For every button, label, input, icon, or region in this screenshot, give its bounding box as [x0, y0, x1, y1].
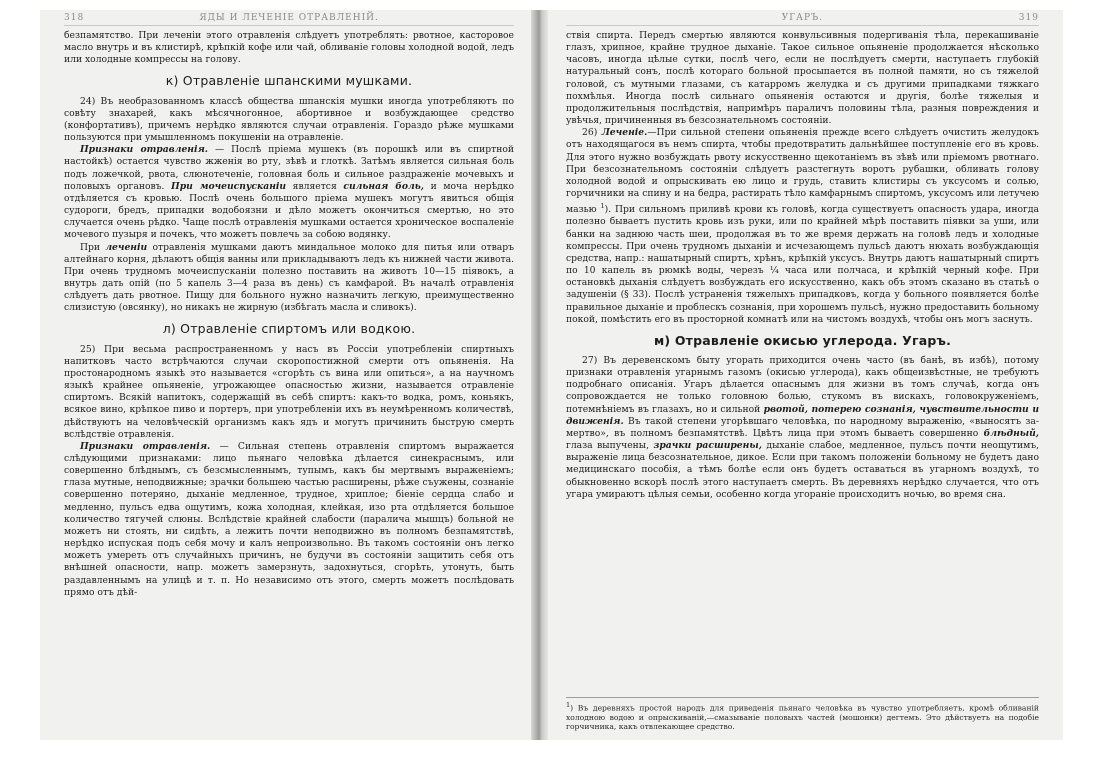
right-running-head: [566, 10, 1039, 26]
left-running-title: ЯДЫ И ЛЕЧЕНІЕ ОТРАВЛЕНІЙ.: [199, 12, 379, 23]
book-gutter: [531, 10, 549, 740]
left-running-head: [64, 10, 514, 26]
left-page: [40, 10, 532, 740]
footnote: [566, 697, 1039, 732]
footnote-text: ) Въ деревняхъ простой народъ для приведенія пьянаго человѣка въ чувство употребляетъ, кромѣ обливаній холодною водою и опрыскиваній,—смазываніе половыхъ частей (мошонки) дегтемъ. Это дѣйствуетъ на подобіе горчичника, какъ отвлекающее средство.: [566, 703, 1039, 732]
signs-label: Признаки отравленія.: [80, 440, 211, 452]
left-text-column: [64, 30, 514, 599]
paragraph-24: 24) Въ необразованномъ классѣ общества шпанскія мушки иногда употребляютъ по совѣту знахарей, какъ мѣсячногонное, абортивное и возбуждающее средство (конфортативъ), причемъ нерѣдко являются случаи отравленія. Гораздо рѣже мушками пользуются при умышленномъ покушеніи на отравленіе.: [64, 95, 514, 144]
paragraph-treatment-k: При леченіи отравленія мушками даютъ миндальное молоко для питья или отваръ алтейнаго корня, дѣлаютъ общія ванны или прикладываютъ ледъ къ нижней части живота. При очень трудномъ мочеиспусканіи полезно поставить на животъ 10—15 піявокъ, а внутрь дать опій (по 5 капель 3—4 раза въ день) съ камфарой. Въ началѣ отравленія слѣдуетъ дать рвотное. Пищу для больного нужно назначить легкую, преимущественно слизистую (овсянку), но никакъ не жирную (избѣгать масла и сливокъ).: [64, 241, 514, 314]
paragraph-signs-l: Признаки отравленія. — Сильная степень отравленія спиртомъ выражается слѣдующими признаками: лицо пьянаго человѣка дѣлается синекраснымъ, или совершенно блѣднымъ, съ безсмысленнымъ, тупымъ, какъ бы мертвымъ выраженіемъ; глаза мутные, неподвижные; зрачки большею частью расширены, рѣже съужены, сознаніе совершенно потеряно, дыханіе медленное, трудное, хриплое; біеніе сердца слабо и медленно, пульсъ едва ощутимъ, кожа холодная, клейкая, изо рта отдѣляется большое количество тягучей слюны. Вслѣдствіе крайней слабости (паралича мышцъ) больной не можетъ ни стоять, ни сидѣть, а лежитъ почти неподвижно въ полномъ безпамятствѣ, нерѣдко испуская подъ себя мочу и калъ непроизвольно. Въ такомъ состояніи онъ легко можетъ умереть отъ случайныхъ причинъ, не будучи въ состояніи защитить себя отъ внѣшней опасности, напр. можетъ замерзнуть, задохнуться, сгорѣть, утонуть, быть раздавленнымъ на улицѣ и т. п. Но независимо отъ этого, смерть можетъ послѣдовать прямо отъ дѣй-: [64, 440, 515, 598]
paragraph-25: 25) При весьма распространенномъ у насъ въ Россіи употребленіи спиртныхъ напитковъ часто встрѣчаются случаи скоропостижной смерти отъ опьяненія. На простонародномъ языкѣ это называется «сгорѣть съ вина или опиться», а на научномъ языкѣ крайнее опьяненіе, угрожающее опасностью жизни, называется отравленіе спиртомъ. Всякій напитокъ, содержащій въ себѣ спиртъ: какъ-то водка, ромъ, коньякъ, всякое вино, крѣпкое пиво и портеръ, при употребленіи ихъ въ неумѣренномъ количествѣ, дѣйствуютъ на человѣческій организмъ какъ ядъ и могутъ причинить быструю смерть вслѣдствіе отравленія.: [64, 343, 514, 440]
section-heading-k: к) Отравленіе шпанскими мушками.: [165, 73, 413, 89]
signs-label: Признаки отравленія.: [80, 144, 208, 156]
carryover-paragraph: ствія спирта. Передъ смертью являются конвульсивныя подергиванія тѣла, перекашиваніе глазъ, хрипное, крайне трудное дыханіе. Такое сильное опьяненіе продолжается нѣсколько часовъ, иногда цѣлые сутки, послѣ чего, если не послѣдуетъ смерти, наступаетъ глубокій натуральный сонъ, послѣ котораго больной просыпается въ полной памяти, но съ тяжелой головой, съ мутными глазами, съ катарромъ желудка и съ другими припадками тяжкаго похмѣлья. Иногда послѣ сильнаго опьяненія остаются и другія, болѣе тяжелыя и продолжительныя послѣдствія, напримѣръ параличъ половины тѣла, разныя повреждения и увѣчья, причиненныя въ безсознательномъ состояніи.: [566, 30, 1039, 127]
right-page: [548, 10, 1063, 740]
footnote-reference: 1: [600, 202, 605, 211]
right-running-title: УГАРЪ.: [781, 12, 824, 23]
footnote-marker: 1: [566, 700, 571, 709]
right-page-number: 319: [1018, 12, 1039, 23]
paragraph-26: 26) Леченіе.—При сильной степени опьяненія прежде всего слѣдуетъ очистить желудокъ отъ находящагося въ немъ спирта, чтобы предотвратить дальнѣйшее поступленіе его въ кровь. Для этого нужно возбуждать рвоту искусственно щекотаніемъ въ зѣвѣ или пріемомъ рвотнаго. При безсознательномъ состояніи слѣдуетъ разстегнуть воротъ рубашки, обливать голову холодной водой и опрыскивать ею лицо и грудь, ставить клистиры съ уксусомъ и солью, горчичники на спину и на бедра, растирать тѣло камфарнымъ спиртомъ, уксусомъ или летучею мазью $^1$). При сильномъ приливѣ крови къ головѣ, когда существуетъ опасность удара, иногда полезно бываетъ пустить кровь изъ руки, или по крайней мѣрѣ поставить піявки за уши, или банки на заднюю часть шеи, продолжая въ то же время держать на головѣ ледъ и холодные компрессы. При очень трудномъ дыханіи и исчезающемъ пульсѣ даютъ нюхать возбуждающія средства, напр.: нашатырный спиртъ, хрѣнъ, крѣпкій уксусъ. Внутрь даютъ нашатырный спиртъ по 10 капель въ рюмкѣ воды, черезъ ¼ часа или полчаса, и крѣпкій черный кофе. При остановкѣ дыханія слѣдуетъ возбуждать его искусственно, какъ объ этомъ сказано въ статьѣ о задушеніи (§ 33). Послѣ устраненія тяжелыхъ припадковъ, когда у больного появляется болѣе правильное дыханіе и проблескъ сознанія, при хорошемъ пульсѣ, нужно предоставить больному покой, помѣстить его въ просторной комнатѣ или на чистомъ воздухѣ, чтобы онъ могъ заснуть.: [566, 127, 1039, 325]
carryover-paragraph: безпамятство. При леченіи этого отравленія слѣдуетъ употреблять: рвотное, касторовое масло внутрь и въ клистирѣ, крѣпкій кофе или чай, обливаніе головы холодной водой, ледъ или холодные компрессы на голову.: [64, 30, 514, 66]
section-heading-l: л) Отравленіе спиртомъ или водкою.: [162, 321, 416, 337]
right-text-column: [566, 30, 1039, 501]
left-page-number: 318: [64, 12, 85, 23]
section-heading-m: м) Отравленіе окисью углерода. Угаръ.: [653, 332, 952, 348]
paragraph-27: 27) Въ деревенскомъ быту угорать приходится очень часто (въ банѣ, въ избѣ), потому признаки отравленія угарнымъ газомъ (окисью углерода), какъ общеизвѣстные, не требуютъ подробнаго описанія. Угаръ дѣлается опаснымъ для жизни въ томъ случаѣ, когда онъ сопровождается не только головною болью, стукомъ въ вискахъ, головокруженіемъ, потемнѣніемъ въ глазахъ, но и сильной рвотой, потерею сознанія, чувствительности и движенія. Въ такой степени угорѣвшаго человѣка, по народному выраженію, «выносятъ за-мертво», въ полномъ безпамятствѣ. Цвѣтъ лица при этомъ бываетъ совершенно блѣдный, глаза выпучены, зрачки расширены, дыханіе слабое, медленное, пульсъ почти неощутимъ, выраженіе лица безсознательное, дикое. Если при такомъ положеніи больному не будетъ дано медицинскаго пособія, а тѣмъ болѣе если онъ будетъ оставаться въ угарномъ воздухѣ, то обыкновенно вскорѣ послѣ этого наступаетъ смерть. Въ деревняхъ нерѣдко случается, что отъ угара умираютъ цѣлыя семьи, особенно когда угораніе происходитъ ночью, во время сна.: [566, 354, 1040, 500]
paragraph-signs-k: Признаки отравленія. — Послѣ пріема мушекъ (въ порошкѣ или въ спиртной настойкѣ) остается чувство жженія во рту, зѣвѣ и глоткѣ. Затѣмъ является сильная боль подъ ложечкой, рвота, слюнотеченіе, головная боль и сильное раздраженіе мочевыхъ и половыхъ органовъ. При мочеиспусканіи является сильная боль, и моча нерѣдко отдѣляется съ кровью. Послѣ очень большого пріема мушекъ могутъ явиться общія судороги, бредъ, припадки водобоязни и дѣло можетъ окончиться смертью, но это случается очень рѣдко. Чаще послѣ отравленія мушками остается хроническое воспаленіе мочевого пузыря и почекъ, что можетъ повлечь за собою водянку.: [64, 144, 515, 241]
